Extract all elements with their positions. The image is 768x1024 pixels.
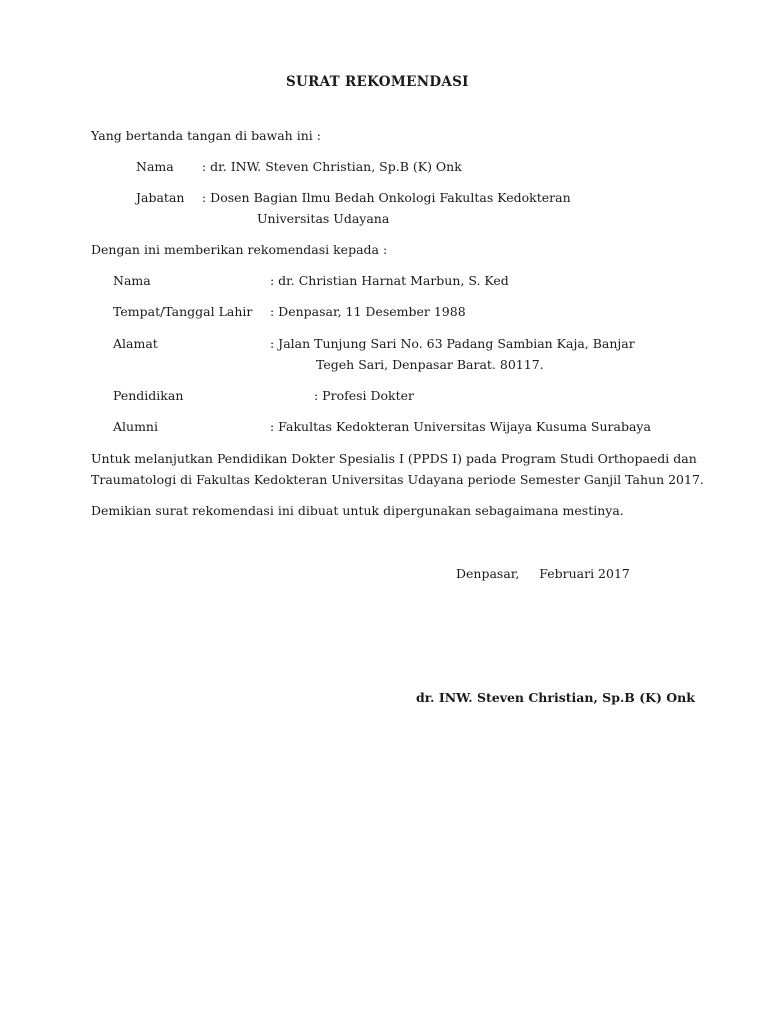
place-date: Denpasar, Februari 2017 [456, 566, 630, 581]
signer-position-label: Jabatan [136, 190, 185, 205]
recipient-education-label: Pendidikan [113, 388, 184, 403]
signer-name-value: : dr. INW. Steven Christian, Sp.B (K) Onk [202, 159, 462, 174]
signer-position-value-cont: Universitas Udayana [257, 211, 390, 226]
intro-text: Yang bertanda tangan di bawah ini : [91, 128, 321, 143]
purpose-text-line1: Untuk melanjutkan Pendidikan Dokter Spesialis I (PPDS I) pada Program Studi Orthopaedi dan [91, 451, 697, 466]
purpose-text-line2: Traumatologi di Fakultas Kedokteran Universitas Udayana periode Semester Ganjil Tahun 2017. [91, 472, 704, 487]
closing-text: Demikian surat rekomendasi ini dibuat untuk dipergunakan sebagaimana mestinya. [91, 503, 624, 518]
signer-name-label: Nama [136, 159, 174, 174]
signature-name: dr. INW. Steven Christian, Sp.B (K) Onk [416, 690, 695, 705]
recipient-address-label: Alamat [113, 336, 158, 351]
recipient-education-value: : Profesi Dokter [314, 388, 415, 403]
recipient-alumni-label: Alumni [113, 419, 158, 434]
recipient-alumni-value: : Fakultas Kedokteran Universitas Wijaya Kusuma Surabaya [270, 419, 651, 434]
recommend-intro-text: Dengan ini memberikan rekomendasi kepada : [91, 242, 388, 257]
recipient-birth-value: : Denpasar, 11 Desember 1988 [270, 304, 466, 319]
recipient-birth-label: Tempat/Tanggal Lahir [113, 304, 253, 319]
recipient-name-label: Nama [113, 273, 151, 288]
recipient-address-value: : Jalan Tunjung Sari No. 63 Padang Sambian Kaja, Banjar [270, 336, 635, 351]
signer-position-value: : Dosen Bagian Ilmu Bedah Onkologi Fakultas Kedokteran [202, 190, 571, 205]
document-title: SURAT REKOMENDASI [286, 74, 469, 90]
recipient-address-value-cont: Tegeh Sari, Denpasar Barat. 80117. [316, 357, 544, 372]
recipient-name-value: : dr. Christian Harnat Marbun, S. Ked [270, 273, 509, 288]
